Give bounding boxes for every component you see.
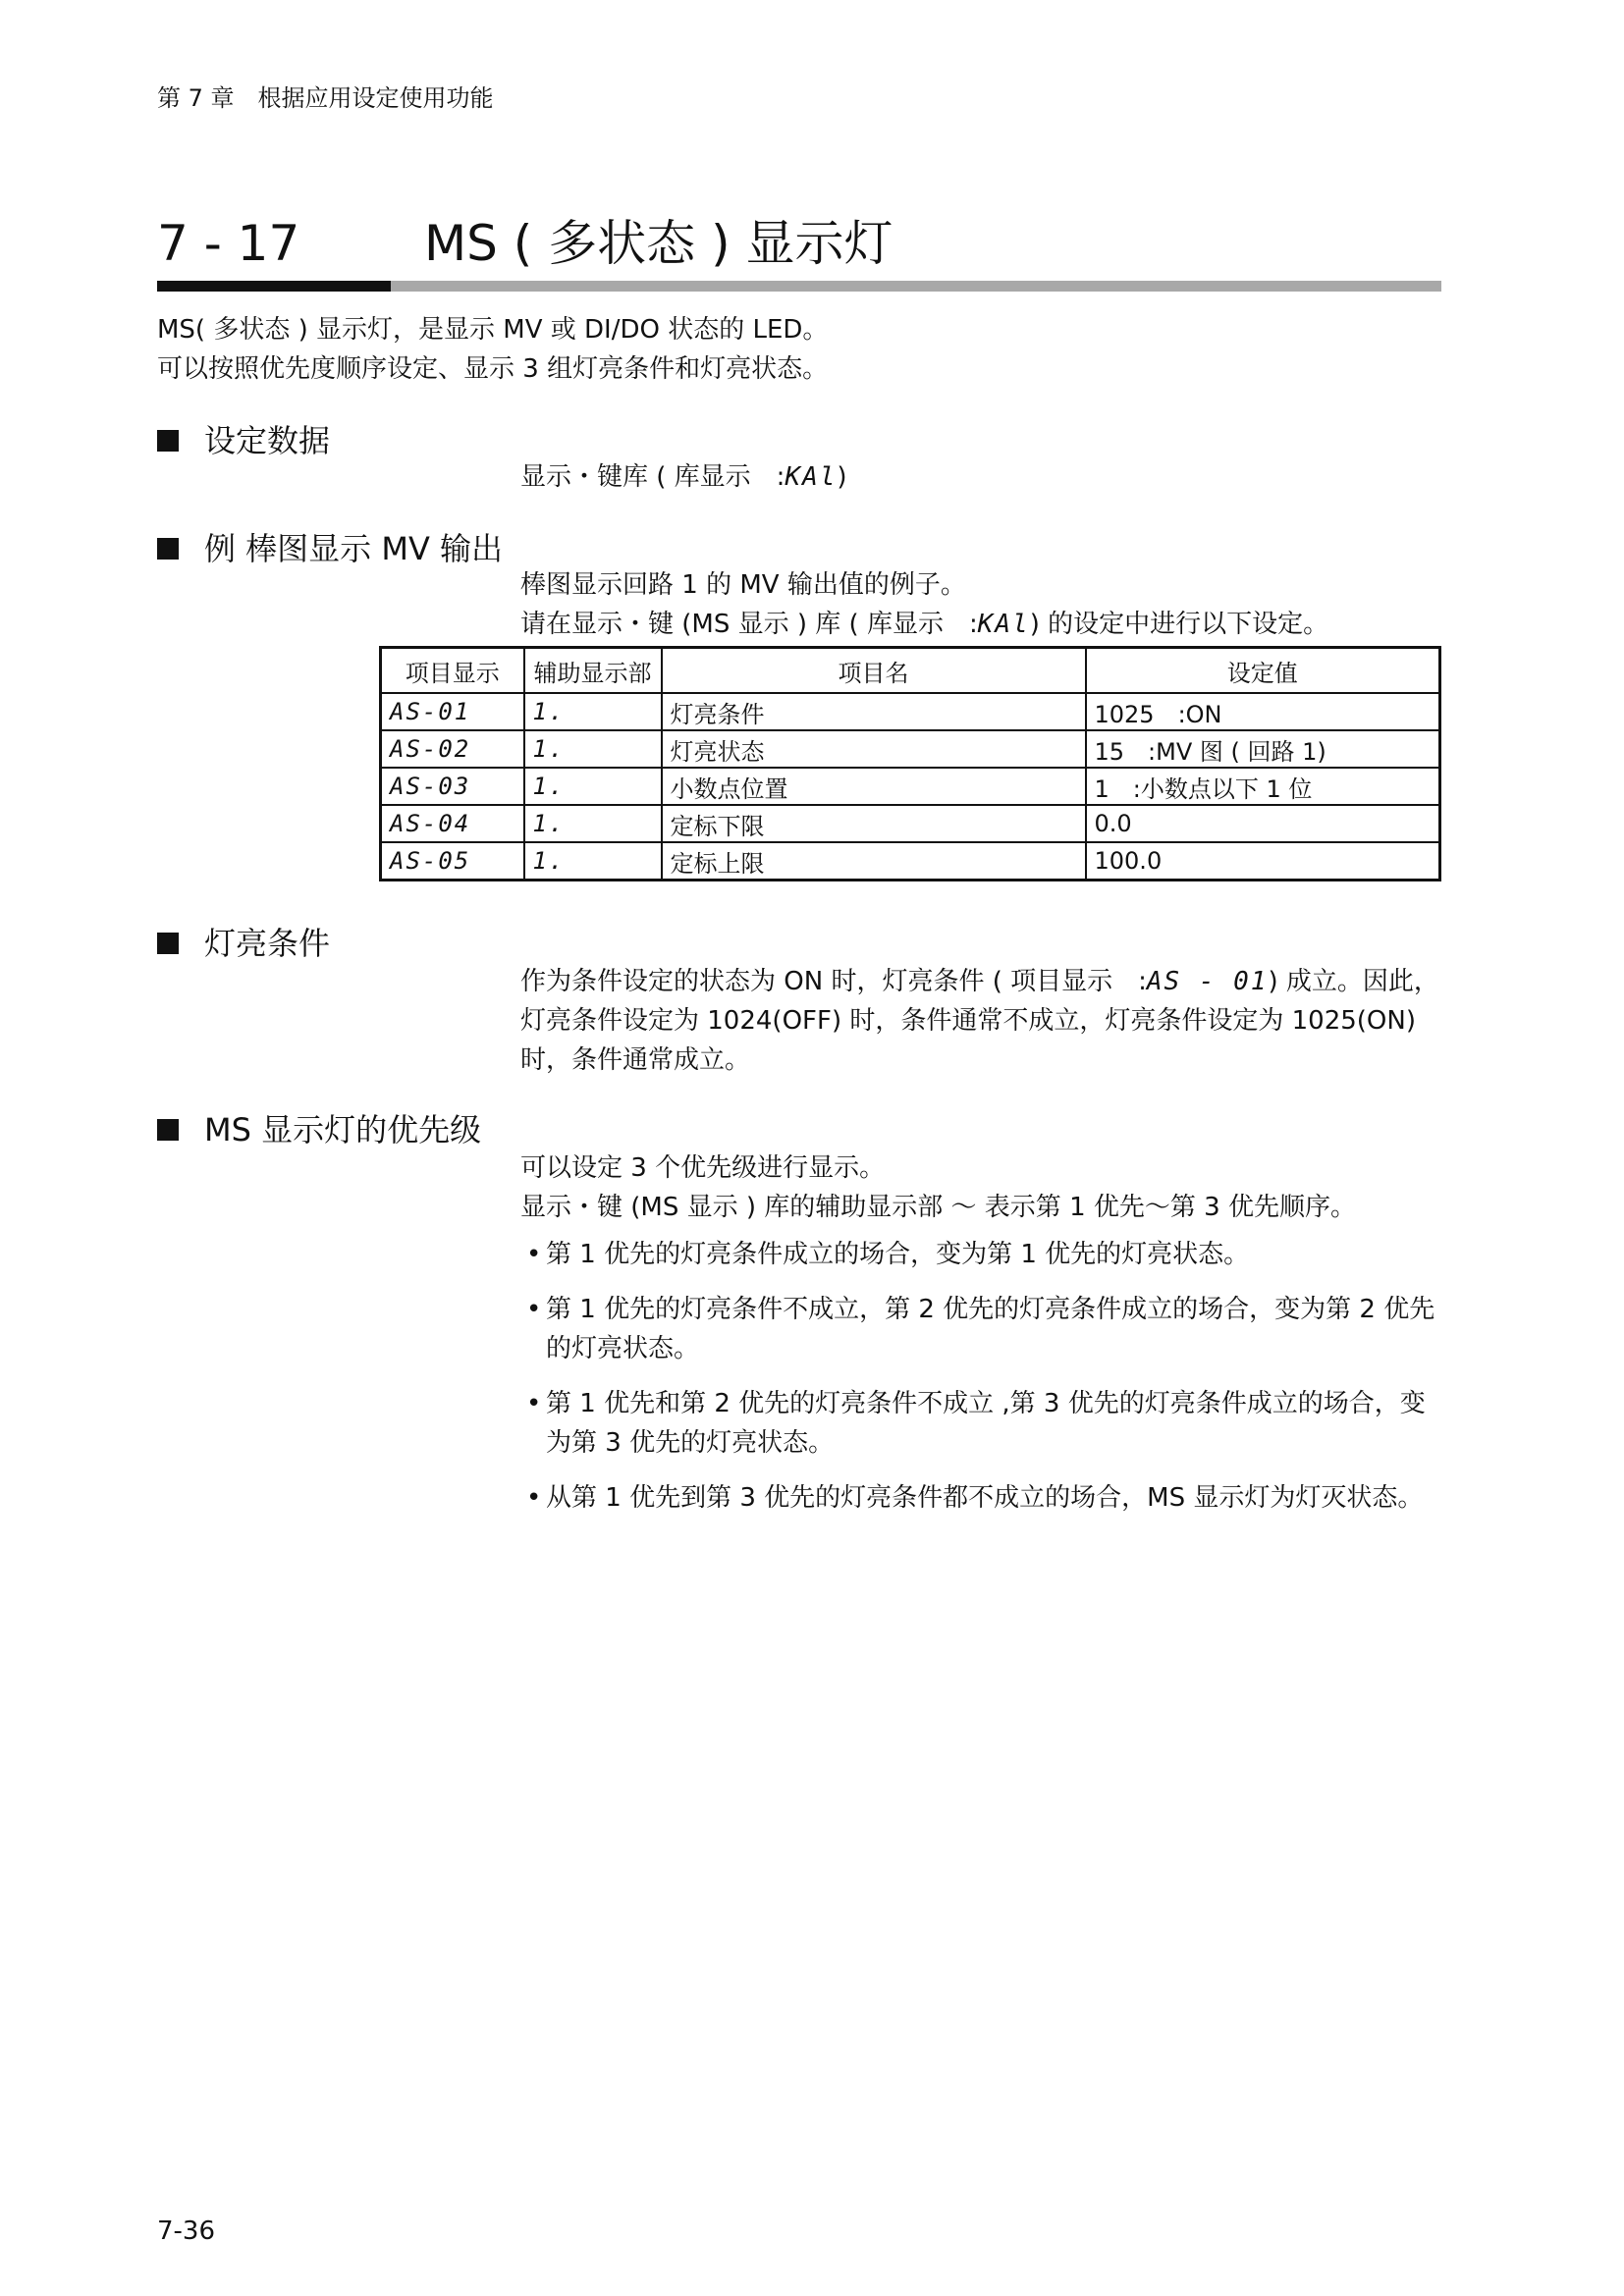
intro-text	[157, 310, 828, 389]
table-header-row	[381, 648, 1440, 694]
square-bullet-icon	[157, 1119, 179, 1141]
list-item: • 从第 1 优先到第 3 优先的灯亮条件都不成立的场合，MS 显示灯为灯灭状态。	[520, 1478, 1443, 1518]
col-header: 辅助显示部	[524, 648, 662, 694]
page-number: 7-36	[157, 2216, 216, 2246]
setting-value: 1025 :ON	[1086, 693, 1440, 730]
setting-value: 15 :MV 图 ( 回路 1)	[1086, 730, 1440, 768]
table-row	[381, 768, 1440, 805]
item-display: AS-04	[381, 805, 524, 842]
item-display: AS-02	[381, 730, 524, 768]
item-name: 小数点位置	[662, 768, 1086, 805]
aux-display: 1.	[524, 730, 662, 768]
heading-example	[157, 528, 503, 569]
heading-text: MS 显示灯的优先级	[204, 1111, 482, 1148]
table-row	[381, 805, 1440, 842]
example-text	[520, 565, 1443, 644]
col-header: 项目显示	[381, 648, 524, 694]
item-display: AS-01	[381, 693, 524, 730]
aux-display: 1.	[524, 693, 662, 730]
segment-code: KAl	[785, 462, 838, 492]
segment-code: AS - 01	[1146, 967, 1269, 996]
example-line-1: 棒图显示回路 1 的 MV 输出值的例子。	[520, 570, 966, 600]
item-name: 定标下限	[662, 805, 1086, 842]
heading-settings-data	[157, 420, 330, 461]
setting-value: 100.0	[1086, 842, 1440, 881]
setting-value: 0.0	[1086, 805, 1440, 842]
example-line-2: 请在显示・键 (MS 显示 ) 库 ( 库显示 :KAl) 的设定中进行以下设定。	[520, 610, 1329, 639]
heading-light-condition	[157, 923, 330, 964]
settings-table	[379, 646, 1441, 881]
list-item: • 第 1 优先的灯亮条件成立的场合，变为第 1 优先的灯亮状态。	[520, 1235, 1443, 1274]
heading-text: 灯亮条件	[204, 925, 331, 962]
item-display: AS-03	[381, 768, 524, 805]
square-bullet-icon	[157, 933, 179, 954]
priority-line-2: 显示・键 (MS 显示 ) 库的辅助显示部 ～ 表示第 1 优先～第 3 优先顺序。	[520, 1193, 1356, 1222]
aux-display: 1.	[524, 805, 662, 842]
priority-text	[520, 1148, 1443, 1533]
intro-line-1: MS( 多状态 ) 显示灯，是显示 MV 或 DI/DO 状态的 LED。	[157, 315, 829, 345]
section-title: MS ( 多状态 ) 显示灯	[424, 215, 893, 272]
priority-bullets	[520, 1235, 1443, 1518]
col-header: 设定值	[1086, 648, 1440, 694]
segment-code: KAl	[977, 610, 1030, 639]
list-item: • 第 1 优先的灯亮条件不成立，第 2 优先的灯亮条件成立的场合，变为第 2 优先的灯亮状态。	[520, 1290, 1443, 1368]
aux-display: 1.	[524, 842, 662, 881]
heading-text: 例 棒图显示 MV 输出	[204, 530, 504, 567]
item-name: 灯亮条件	[662, 693, 1086, 730]
priority-line-1: 可以设定 3 个优先级进行显示。	[520, 1153, 886, 1183]
table-row	[381, 693, 1440, 730]
heading-priority	[157, 1109, 481, 1150]
col-header: 项目名	[662, 648, 1086, 694]
settings-data-text: 显示・键库 ( 库显示 :KAl)	[520, 462, 847, 492]
setting-value: 1 :小数点以下 1 位	[1086, 768, 1440, 805]
table-row	[381, 842, 1440, 881]
item-name: 定标上限	[662, 842, 1086, 881]
intro-line-2: 可以按照优先度顺序设定、显示 3 组灯亮条件和灯亮状态。	[157, 354, 829, 384]
title-rule-accent	[157, 281, 391, 292]
aux-display: 1.	[524, 768, 662, 805]
square-bullet-icon	[157, 538, 179, 560]
light-condition-text: 作为条件设定的状态为 ON 时，灯亮条件 ( 项目显示 :AS - 01) 成立。因此，灯亮条件设定为 1024(OFF) 时，条件通常不成立，灯亮条件设定为 1025(ON) 时，条件通常成立。	[520, 967, 1439, 1075]
heading-text: 设定数据	[204, 422, 331, 459]
list-item: • 第 1 优先和第 2 优先的灯亮条件不成立 ,第 3 优先的灯亮条件成立的场合，变为第 3 优先的灯亮状态。	[520, 1384, 1443, 1463]
table-row	[381, 730, 1440, 768]
item-display: AS-05	[381, 842, 524, 881]
chapter-header: 第 7 章 根据应用设定使用功能	[157, 84, 494, 112]
item-name: 灯亮状态	[662, 730, 1086, 768]
square-bullet-icon	[157, 430, 179, 452]
section-number: 7 - 17	[157, 215, 300, 272]
